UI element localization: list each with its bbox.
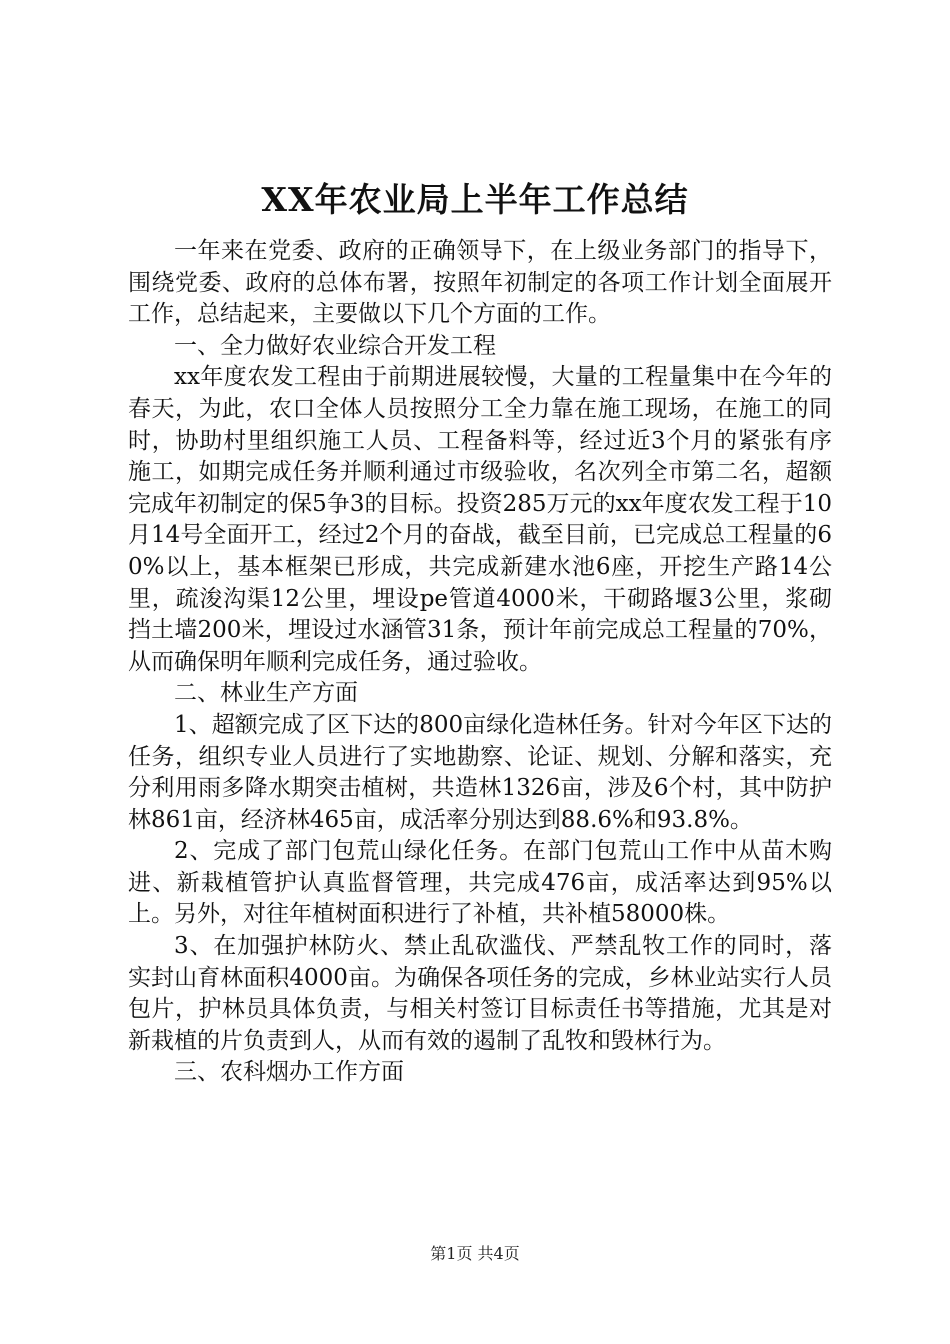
forestry-item-1: 1、超额完成了区下达的800亩绿化造林任务。针对今年区下达的任务，组织专业人员进行了实地勘察、论证、规划、分解和落实，充分利用雨多降水期突击植树，共造林1326亩，涉及6个村，其中防护林861亩，经济林465亩，成活率分别达到88.6%和93.8%。 — [128, 711, 832, 833]
section-heading-agri-development: 一、全力做好农业综合开发工程 — [174, 332, 496, 359]
forestry-item-3: 3、在加强护林防火、禁止乱砍滥伐、严禁乱牧工作的同时，落实封山育林面积4000亩。为确保各项任务的完成，乡林业站实行人员包片，护林员具体负责，与相关村签订目标责任书等措施，尤其是对新栽植的片负责到人，从而有效的遏制了乱牧和毁林行为。 — [128, 933, 832, 1054]
document-body — [128, 236, 832, 1089]
section-heading-tobacco-office: 三、农科烟办工作方面 — [174, 1059, 404, 1086]
document-title: XX年农业局上半年工作总结 — [261, 180, 689, 219]
page-number-footer: 第1页 共4页 — [430, 1244, 520, 1263]
agri-development-paragraph: xx年度农发工程由于前期进展较慢，大量的工程量集中在今年的春天，为此，农口全体人员按照分工全力靠在施工现场，在施工的同时，协助村里组织施工人员、工程备料等，经过近3个月的紧张有序施工，如期完成任务并顺利通过市级验收，名次列全市第二名，超额完成年初制定的保5争3的目标。投资285万元的xx年度农发工程于10月14号全面开工，经过2个月的奋战，截至目前，已完成总工程量的60%以上，基本框架已形成，共完成新建水池6座，开挖生产路14公里，疏浚沟渠12公里，埋设pe管道4000米，干砌路堰3公里，浆砌挡土墙200米，埋设过水涵管31条，预计年前完成总工程量的70%，从而确保明年顺利完成任务，通过验收。 — [128, 364, 832, 675]
forestry-item-2: 2、完成了部门包荒山绿化任务。在部门包荒山工作中从苗木购进、新栽植管护认真监督管理，共完成476亩，成活率达到95%以上。另外，对往年植树面积进行了补植，共补植58000株。 — [128, 838, 832, 928]
section-heading-forestry: 二、林业生产方面 — [174, 680, 358, 707]
intro-paragraph: 一年来在党委、政府的正确领导下，在上级业务部门的指导下，围绕党委、政府的总体布署，按照年初制定的各项工作计划全面展开工作，总结起来，主要做以下几个方面的工作。 — [128, 238, 832, 328]
